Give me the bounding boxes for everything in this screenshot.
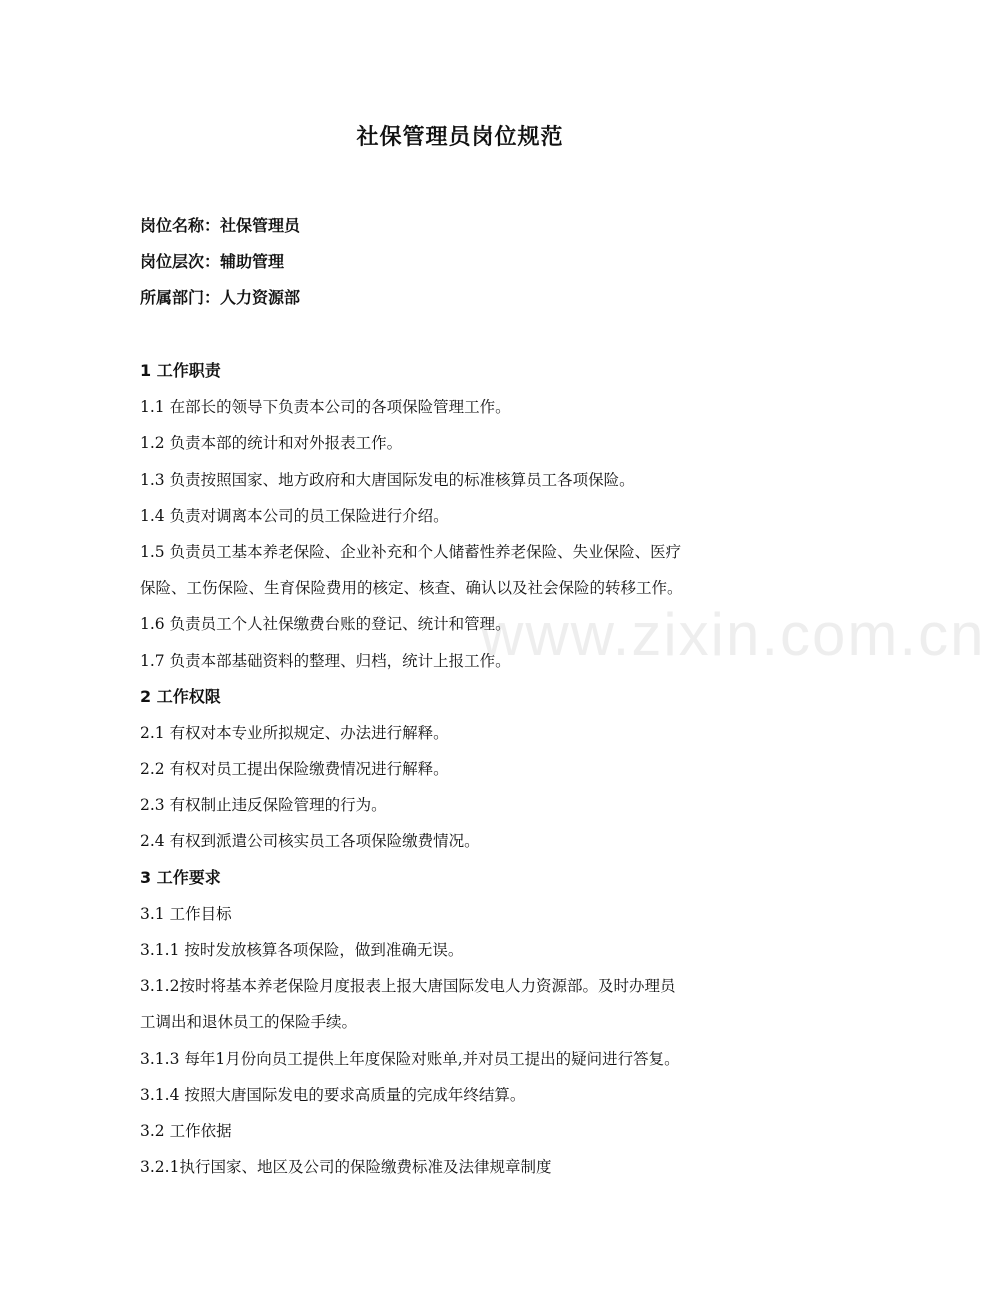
paragraph-line: 3.1.4 按照大唐国际发电的要求高质量的完成年终结算。 (140, 1085, 526, 1104)
section-heading: 3 工作要求 (140, 867, 221, 887)
section-heading: 2 工作权限 (140, 686, 221, 706)
section-heading: 1 工作职责 (140, 361, 221, 380)
paragraph-line: 1.3 负责按照国家、地方政府和大唐国际发电的标准核算员工各项保险。 (140, 470, 635, 489)
paragraph-line: 1.2 负责本部的统计和对外报表工作。 (140, 434, 403, 453)
paragraph-line: 2.1 有权对本专业所拟规定、办法进行解释。 (140, 723, 449, 742)
paragraph-line: 1.5 负责员工基本养老保险、企业补充和个人储蓄性养老保险、失业保险、医疗 (140, 542, 682, 561)
position-meta (140, 212, 300, 320)
paragraph-line: 2.4 有权到派遣公司核实员工各项保险缴费情况。 (140, 832, 480, 851)
paragraph-line: 保险、工伤保险、生育保险费用的核定、核查、确认以及社会保险的转移工作。 (140, 579, 683, 598)
paragraph-line: 3.1.3 每年1月份向员工提供上年度保险对账单,并对员工提出的疑问进行答复。 (140, 1049, 680, 1068)
paragraph-line: 3.2 工作依据 (140, 1121, 232, 1140)
paragraph-line: 1.7 负责本部基础资料的整理、归档，统计上报工作。 (140, 651, 511, 670)
paragraph-line: 3.1.2按时将基本养老保险月度报表上报大唐国际发电人力资源部。及时办理员 (140, 977, 676, 996)
paragraph-line: 1.6 负责员工个人社保缴费台账的登记、统计和管理。 (140, 615, 511, 634)
meta-position-name: 岗位名称：社保管理员 (140, 216, 301, 235)
paragraph-line: 3.2.1执行国家、地区及公司的保险缴费标准及法律规章制度 (140, 1158, 552, 1177)
document-body (140, 357, 800, 1189)
paragraph-line: 2.3 有权制止违反保险管理的行为。 (140, 796, 387, 815)
watermark: www.zixin.com.cn (480, 601, 985, 668)
meta-position-level: 岗位层次：辅助管理 (140, 252, 285, 271)
meta-department: 所属部门：人力资源部 (140, 288, 301, 307)
paragraph-line: 3.1.1 按时发放核算各项保险，做到准确无误。 (140, 941, 464, 959)
paragraph-line: 1.4 负责对调离本公司的员工保险进行介绍。 (140, 506, 449, 525)
paragraph-line: 2.2 有权对员工提出保险缴费情况进行解释。 (140, 760, 449, 779)
paragraph-line: 3.1 工作目标 (140, 904, 232, 923)
document-title: 社保管理员岗位规范 (356, 125, 564, 150)
paragraph-line: 1.1 在部长的领导下负责本公司的各项保险管理工作。 (140, 398, 511, 417)
paragraph-line: 工调出和退休员工的保险手续。 (140, 1013, 358, 1032)
